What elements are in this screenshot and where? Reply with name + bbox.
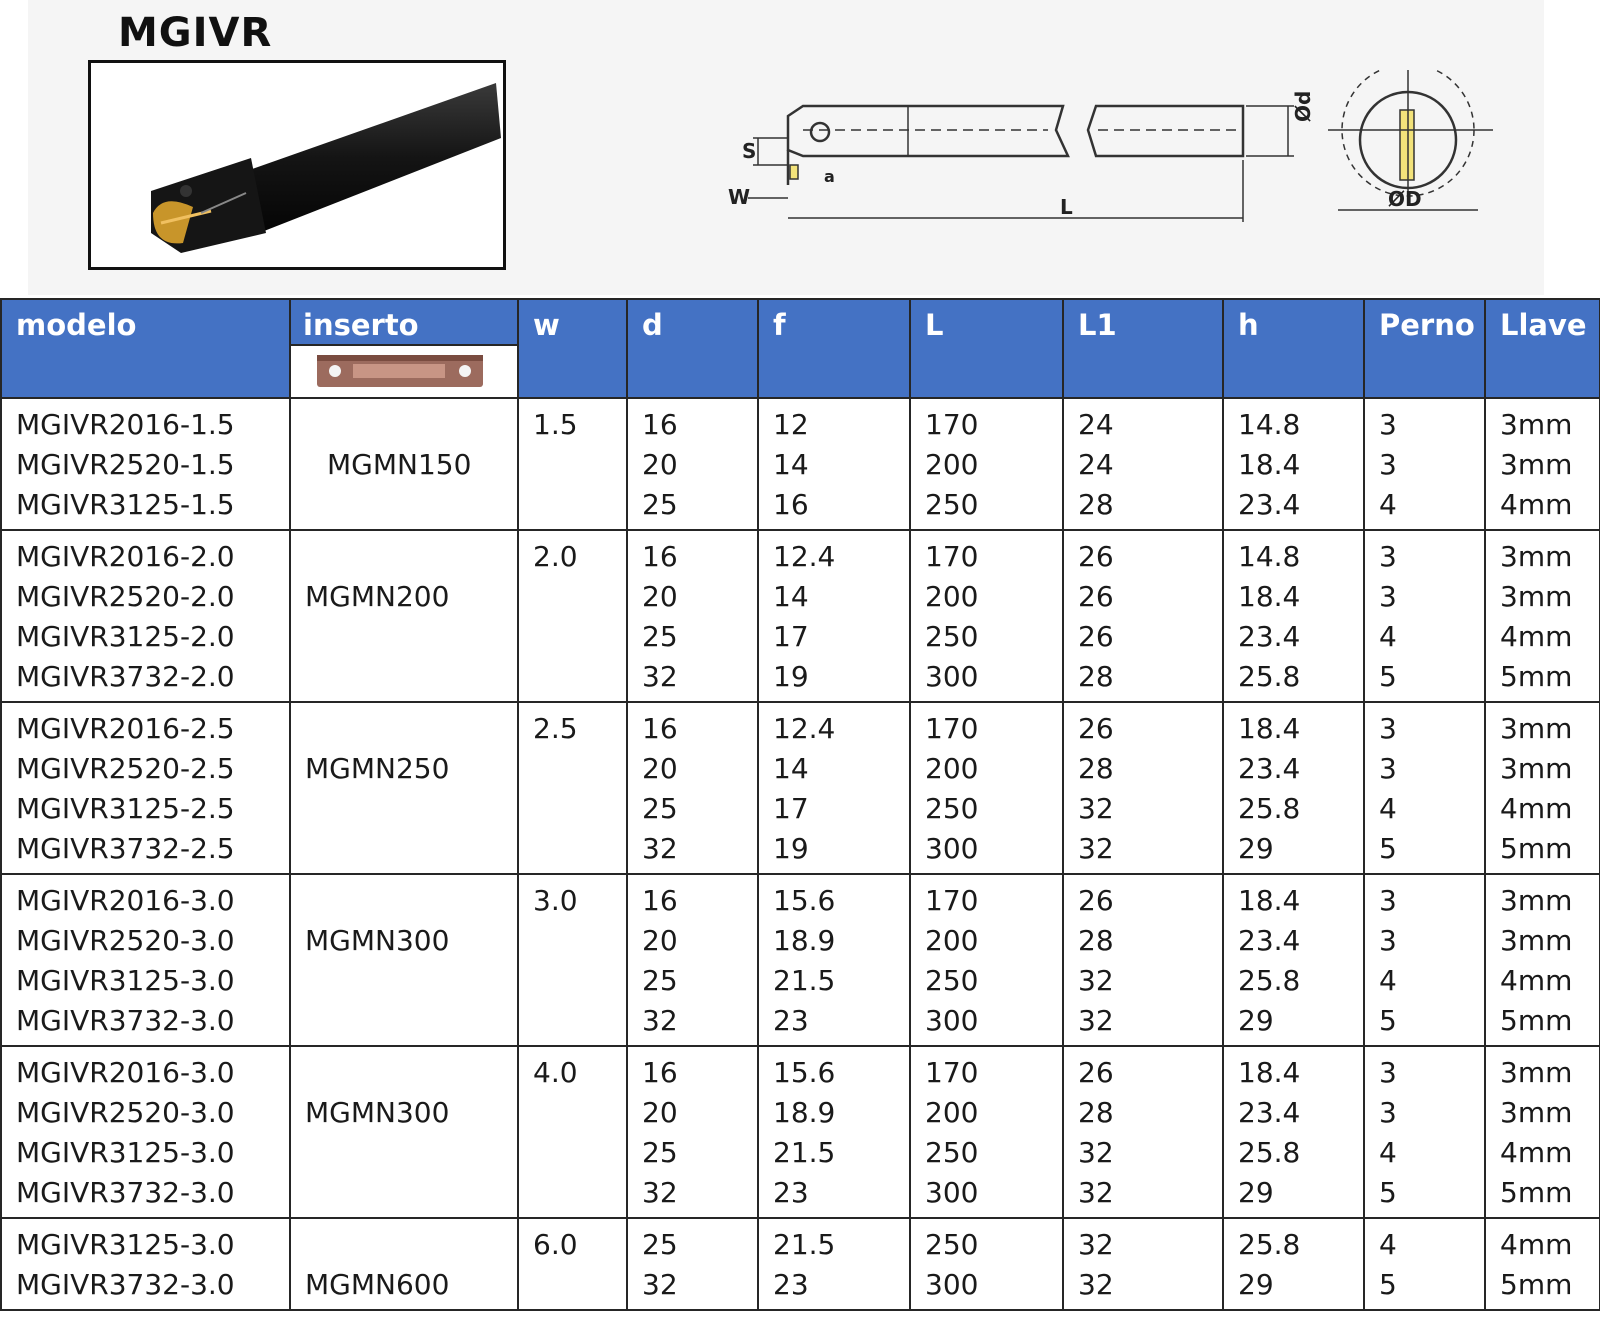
cell-f	[758, 530, 910, 702]
cell-value: 32	[642, 1268, 678, 1301]
insert-code: MGMN600	[305, 1268, 450, 1301]
cell-value: 25.8	[1238, 660, 1301, 693]
cell-inserto	[290, 398, 518, 530]
insert-code: MGMN150	[327, 448, 472, 481]
cell-value: MGIVR2016-2.0	[16, 540, 235, 573]
cell-value: 29	[1238, 1268, 1274, 1301]
cell-value: 200	[925, 1096, 979, 1129]
cell-value: 5	[1379, 1004, 1397, 1037]
cell-value: 23	[773, 1176, 809, 1209]
table-row-group	[1, 1046, 1600, 1218]
cell-value: 4.0	[533, 1056, 578, 1089]
cell-value: 4	[1379, 1228, 1397, 1261]
cell-d	[627, 874, 758, 1046]
cell-L1	[1063, 1046, 1223, 1218]
cell-value: 3mm	[1500, 1056, 1573, 1089]
cell-value: MGIVR2016-1.5	[16, 408, 235, 441]
cell-value: 26	[1078, 620, 1114, 653]
cell-value: MGIVR3732-2.0	[16, 660, 235, 693]
cell-value: 170	[925, 1056, 979, 1089]
cell-L	[910, 1218, 1063, 1310]
cell-value: MGIVR3125-2.0	[16, 620, 235, 653]
cell-value: 14.8	[1238, 408, 1301, 441]
col-header-w: w	[518, 299, 627, 398]
cell-L1	[1063, 398, 1223, 530]
cell-value: 17	[773, 792, 809, 825]
cell-value: 5	[1379, 832, 1397, 865]
cell-d	[627, 530, 758, 702]
cell-value: 4	[1379, 1136, 1397, 1169]
cell-value: 28	[1078, 1096, 1114, 1129]
cell-value: 300	[925, 832, 979, 865]
insert-code: MGMN200	[305, 580, 450, 613]
cell-value: 300	[925, 1176, 979, 1209]
cell-value: 32	[642, 832, 678, 865]
table-row-group	[1, 874, 1600, 1046]
cell-perno	[1364, 1218, 1485, 1310]
cell-value: 250	[925, 1136, 979, 1169]
cell-value: 20	[642, 580, 678, 613]
cell-modelo	[1, 702, 290, 874]
technical-drawing	[728, 70, 1528, 240]
cell-value: 300	[925, 1268, 979, 1301]
cell-value: 28	[1078, 488, 1114, 521]
cell-value: 32	[1078, 1228, 1114, 1261]
cell-f	[758, 702, 910, 874]
col-header-modelo: modelo	[1, 299, 290, 398]
cell-value: 18.4	[1238, 884, 1301, 917]
cell-f	[758, 874, 910, 1046]
cell-value: 250	[925, 488, 979, 521]
cell-value: 170	[925, 540, 979, 573]
cell-value: 16	[642, 884, 678, 917]
product-title: MGIVR	[118, 10, 273, 56]
cell-value: 29	[1238, 1004, 1274, 1037]
cell-L	[910, 530, 1063, 702]
cell-value: 170	[925, 408, 979, 441]
table-row-group	[1, 702, 1600, 874]
cell-value: 4mm	[1500, 964, 1573, 997]
cell-value: 20	[642, 1096, 678, 1129]
cell-value: 14	[773, 752, 809, 785]
cell-value: 170	[925, 712, 979, 745]
col-header-llave: Llave	[1485, 299, 1600, 398]
cell-inserto	[290, 530, 518, 702]
cell-value: 3	[1379, 924, 1397, 957]
cell-inserto	[290, 1046, 518, 1218]
cell-llave	[1485, 702, 1600, 874]
cell-value: 3mm	[1500, 752, 1573, 785]
col-header-inserto	[290, 299, 518, 398]
cell-value: 25.8	[1238, 1136, 1301, 1169]
cell-value: 23	[773, 1268, 809, 1301]
cell-value: 3mm	[1500, 540, 1573, 573]
cell-value: 3	[1379, 1056, 1397, 1089]
cell-value: 32	[1078, 792, 1114, 825]
boring-bar-image	[91, 63, 503, 267]
cell-value: MGIVR2520-3.0	[16, 1096, 235, 1129]
cell-value: 250	[925, 792, 979, 825]
cell-value: 3	[1379, 884, 1397, 917]
cell-value: 25	[642, 488, 678, 521]
cell-w	[518, 1218, 627, 1310]
cell-value: 24	[1078, 448, 1114, 481]
cell-value: 14.8	[1238, 540, 1301, 573]
cell-value: 16	[642, 1056, 678, 1089]
cell-h	[1223, 1046, 1364, 1218]
cell-value: 32	[1078, 1268, 1114, 1301]
cell-value: 4	[1379, 620, 1397, 653]
cell-L	[910, 874, 1063, 1046]
cell-value: MGIVR2016-3.0	[16, 1056, 235, 1089]
cell-value: 250	[925, 1228, 979, 1261]
cell-value: 19	[773, 660, 809, 693]
cell-value: 25	[642, 964, 678, 997]
cell-f	[758, 1218, 910, 1310]
cell-value: 32	[1078, 1004, 1114, 1037]
cell-value: 4mm	[1500, 792, 1573, 825]
cell-value: 26	[1078, 540, 1114, 573]
cell-L	[910, 1046, 1063, 1218]
cell-value: 23.4	[1238, 924, 1301, 957]
cell-perno	[1364, 1046, 1485, 1218]
cell-value: 3mm	[1500, 884, 1573, 917]
cell-value: 3	[1379, 1096, 1397, 1129]
cell-value: 32	[642, 1176, 678, 1209]
cell-value: 3.0	[533, 884, 578, 917]
cell-value: 3	[1379, 752, 1397, 785]
cell-value: 17	[773, 620, 809, 653]
cell-value: 23.4	[1238, 488, 1301, 521]
cell-value: 25.8	[1238, 964, 1301, 997]
header-row	[1, 299, 1600, 398]
cell-value: 20	[642, 448, 678, 481]
cell-value: MGIVR2016-3.0	[16, 884, 235, 917]
cell-value: 250	[925, 620, 979, 653]
cell-value: 20	[642, 924, 678, 957]
cell-value: 300	[925, 1004, 979, 1037]
cell-perno	[1364, 398, 1485, 530]
dim-a-label: a	[824, 167, 835, 186]
cell-w	[518, 1046, 627, 1218]
cell-L	[910, 398, 1063, 530]
cell-value: 3mm	[1500, 448, 1573, 481]
cell-perno	[1364, 530, 1485, 702]
cell-value: 200	[925, 448, 979, 481]
col-header-d: d	[627, 299, 758, 398]
cell-value: 15.6	[773, 884, 836, 917]
cell-llave	[1485, 1046, 1600, 1218]
cell-value: 32	[642, 660, 678, 693]
cell-value: MGIVR3125-3.0	[16, 1136, 235, 1169]
cell-inserto	[290, 702, 518, 874]
cell-L1	[1063, 530, 1223, 702]
cell-h	[1223, 530, 1364, 702]
cell-d	[627, 702, 758, 874]
cell-value: 5mm	[1500, 1176, 1573, 1209]
product-figure	[28, 0, 1544, 295]
cell-value: 32	[1078, 1136, 1114, 1169]
cell-perno	[1364, 702, 1485, 874]
cell-value: 26	[1078, 712, 1114, 745]
cell-h	[1223, 874, 1364, 1046]
cell-value: 4	[1379, 964, 1397, 997]
cell-value: 21.5	[773, 964, 836, 997]
cell-value: 25	[642, 620, 678, 653]
cell-value: 5	[1379, 660, 1397, 693]
cell-h	[1223, 702, 1364, 874]
table-row-group	[1, 530, 1600, 702]
cell-h	[1223, 398, 1364, 530]
cell-value: 3	[1379, 408, 1397, 441]
cell-value: 4mm	[1500, 488, 1573, 521]
cell-value: 32	[1078, 964, 1114, 997]
cell-value: 20	[642, 752, 678, 785]
table-row-group	[1, 398, 1600, 530]
cell-value: 170	[925, 884, 979, 917]
cell-modelo	[1, 1046, 290, 1218]
cell-value: 26	[1078, 1056, 1114, 1089]
col-header-h: h	[1223, 299, 1364, 398]
cell-value: 3mm	[1500, 712, 1573, 745]
cell-L	[910, 702, 1063, 874]
cell-modelo	[1, 398, 290, 530]
cell-value: MGIVR2520-3.0	[16, 924, 235, 957]
cell-value: 19	[773, 832, 809, 865]
cell-value: 3	[1379, 540, 1397, 573]
cell-value: 4mm	[1500, 1228, 1573, 1261]
cell-modelo	[1, 530, 290, 702]
cell-value: 5mm	[1500, 1004, 1573, 1037]
cell-value: 200	[925, 924, 979, 957]
cell-L1	[1063, 1218, 1223, 1310]
dim-d-label: Ød	[1291, 90, 1315, 122]
dim-D-label: ØD	[1388, 187, 1422, 211]
cell-value: MGIVR3732-2.5	[16, 832, 235, 865]
cell-value: MGIVR2520-2.0	[16, 580, 235, 613]
cell-value: 3mm	[1500, 1096, 1573, 1129]
cell-value: 2.5	[533, 712, 578, 745]
cell-value: 25.8	[1238, 792, 1301, 825]
cell-value: 3mm	[1500, 580, 1573, 613]
cell-value: 200	[925, 752, 979, 785]
cell-perno	[1364, 874, 1485, 1046]
cell-value: 5mm	[1500, 660, 1573, 693]
cell-f	[758, 398, 910, 530]
cell-value: 4mm	[1500, 1136, 1573, 1169]
cell-value: 18.9	[773, 1096, 836, 1129]
col-header-L1: L1	[1063, 299, 1223, 398]
cell-modelo	[1, 1218, 290, 1310]
cell-value: 3mm	[1500, 408, 1573, 441]
cell-value: 14	[773, 448, 809, 481]
dim-L-label: L	[1060, 195, 1073, 219]
insert-code: MGMN250	[305, 752, 450, 785]
spec-table	[0, 298, 1600, 1311]
col-header-f: f	[758, 299, 910, 398]
cell-L1	[1063, 702, 1223, 874]
cell-d	[627, 1218, 758, 1310]
cell-value: 23.4	[1238, 752, 1301, 785]
cell-value: 12	[773, 408, 809, 441]
cell-value: 18.4	[1238, 580, 1301, 613]
cell-value: 29	[1238, 1176, 1274, 1209]
cell-w	[518, 530, 627, 702]
cell-value: 32	[642, 1004, 678, 1037]
cell-value: 5	[1379, 1268, 1397, 1301]
cell-value: 300	[925, 660, 979, 693]
cell-value: 16	[642, 712, 678, 745]
cell-value: 21.5	[773, 1136, 836, 1169]
cell-value: 200	[925, 580, 979, 613]
cell-value: MGIVR2520-1.5	[16, 448, 235, 481]
dim-w-label: W	[728, 185, 751, 209]
cell-llave	[1485, 530, 1600, 702]
cell-value: 21.5	[773, 1228, 836, 1261]
cell-value: 18.9	[773, 924, 836, 957]
cell-llave	[1485, 398, 1600, 530]
cell-value: 250	[925, 964, 979, 997]
cell-value: 3	[1379, 712, 1397, 745]
cell-value: 3	[1379, 580, 1397, 613]
cell-value: MGIVR3125-1.5	[16, 488, 235, 521]
cell-value: 16	[642, 540, 678, 573]
cell-value: 5mm	[1500, 832, 1573, 865]
cell-value: 18.4	[1238, 1056, 1301, 1089]
spec-table-body	[1, 398, 1600, 1310]
cell-inserto	[290, 1218, 518, 1310]
cell-value: 28	[1078, 752, 1114, 785]
cell-value: 26	[1078, 884, 1114, 917]
cell-value: 25	[642, 1136, 678, 1169]
cell-value: MGIVR3125-2.5	[16, 792, 235, 825]
cell-value: 32	[1078, 832, 1114, 865]
cell-value: 12.4	[773, 712, 836, 745]
cell-value: 18.4	[1238, 448, 1301, 481]
cell-h	[1223, 1218, 1364, 1310]
insert-code: MGMN300	[305, 1096, 450, 1129]
cell-value: 28	[1078, 924, 1114, 957]
cell-value: 24	[1078, 408, 1114, 441]
cell-value: 14	[773, 580, 809, 613]
cell-value: 29	[1238, 832, 1274, 865]
cell-value: 23	[773, 1004, 809, 1037]
cell-value: 16	[773, 488, 809, 521]
cell-value: 32	[1078, 1176, 1114, 1209]
cell-value: 1.5	[533, 408, 578, 441]
cell-value: 4	[1379, 488, 1397, 521]
col-header-perno: Perno	[1364, 299, 1485, 398]
cell-value: 25.8	[1238, 1228, 1301, 1261]
cell-f	[758, 1046, 910, 1218]
cell-llave	[1485, 1218, 1600, 1310]
cell-value: MGIVR3125-3.0	[16, 1228, 235, 1261]
cell-value: 4mm	[1500, 620, 1573, 653]
cell-inserto	[290, 874, 518, 1046]
cell-value: 28	[1078, 660, 1114, 693]
cell-value: 2.0	[533, 540, 578, 573]
cell-w	[518, 398, 627, 530]
cell-L1	[1063, 874, 1223, 1046]
insert-code: MGMN300	[305, 924, 450, 957]
cell-value: 3	[1379, 448, 1397, 481]
cell-value: 25	[642, 1228, 678, 1261]
cell-value: MGIVR3732-3.0	[16, 1004, 235, 1037]
cell-value: 6.0	[533, 1228, 578, 1261]
cell-d	[627, 1046, 758, 1218]
cell-value: 18.4	[1238, 712, 1301, 745]
cell-d	[627, 398, 758, 530]
cell-value: 23.4	[1238, 1096, 1301, 1129]
cell-value: 5mm	[1500, 1268, 1573, 1301]
cell-modelo	[1, 874, 290, 1046]
dim-s-label: S	[742, 139, 757, 163]
cell-value: 16	[642, 408, 678, 441]
col-header-L: L	[910, 299, 1063, 398]
cell-value: MGIVR2016-2.5	[16, 712, 235, 745]
cell-value: MGIVR3732-3.0	[16, 1176, 235, 1209]
cell-llave	[1485, 874, 1600, 1046]
table-row-group	[1, 1218, 1600, 1310]
cell-value: 25	[642, 792, 678, 825]
cell-w	[518, 702, 627, 874]
insert-image	[291, 346, 517, 397]
cell-value: MGIVR3732-3.0	[16, 1268, 235, 1301]
inserto-header-label: inserto	[291, 300, 517, 346]
cell-value: 26	[1078, 580, 1114, 613]
cell-value: 4	[1379, 792, 1397, 825]
cell-value: MGIVR3125-3.0	[16, 964, 235, 997]
cell-value: MGIVR2520-2.5	[16, 752, 235, 785]
cell-value: 12.4	[773, 540, 836, 573]
cell-w	[518, 874, 627, 1046]
cell-value: 5	[1379, 1176, 1397, 1209]
cell-value: 15.6	[773, 1056, 836, 1089]
cell-value: 3mm	[1500, 924, 1573, 957]
cell-value: 23.4	[1238, 620, 1301, 653]
tool-photo	[88, 60, 506, 270]
